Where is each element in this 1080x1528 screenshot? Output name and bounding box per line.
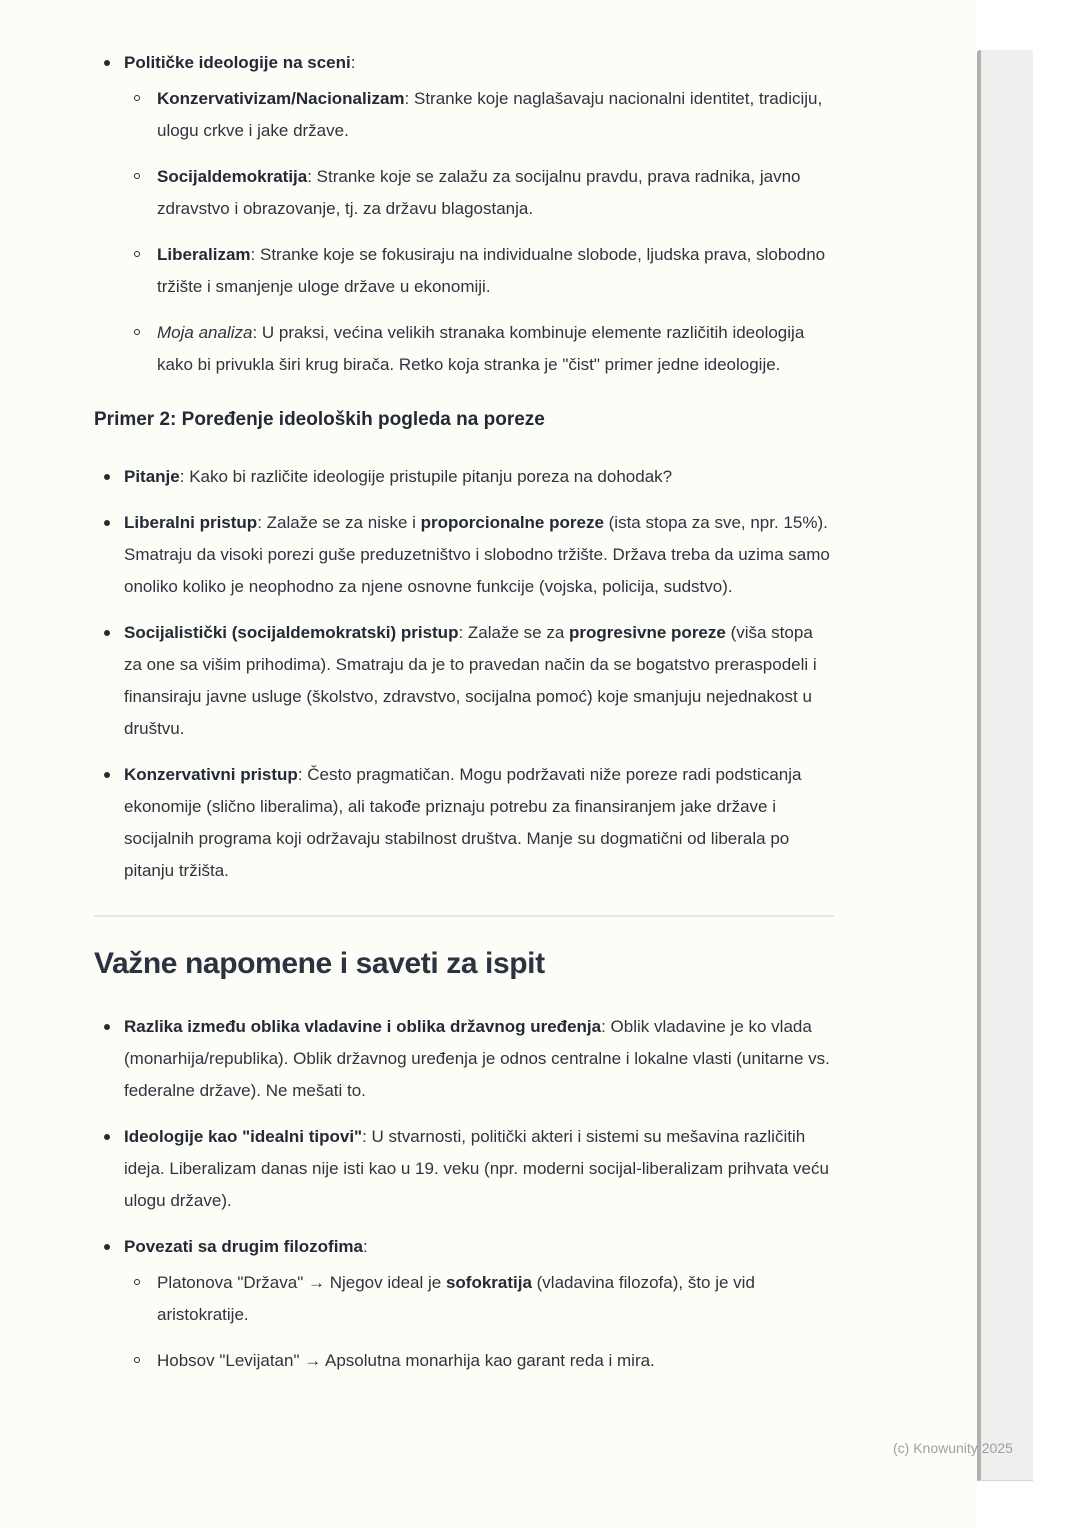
subsection-heading: Primer 2: Poređenje ideoloških pogleda na poreze <box>94 409 545 430</box>
bold-text-run: proporcionalne poreze <box>420 513 604 532</box>
sub-list-item <box>124 161 834 225</box>
text-run: : U praksi, većina velikih stranaka kombinuje elemente različitih ideologija kako bi privukla širi krug birača. Retko koja stranka je "čist" primer jedne ideologije. <box>157 323 805 374</box>
text-run: : Često pragmatičan. Mogu podržavati niže poreze radi podsticanja ekonomije (slično liberalima), ali takođe priznaju potrebu za finansiranjem jake države i socijalnih programa koji održavaju stabilnost društva. Manje su dogmatični od liberala po pitanju tržišta. <box>124 765 802 880</box>
section-heading: Važne napomene i saveti za ispit <box>94 947 545 980</box>
bold-text-run: Pitanje <box>124 467 180 486</box>
text-run: : <box>363 1237 368 1256</box>
bold-text-run: sofokratija <box>445 1273 532 1292</box>
sub-list <box>124 1267 834 1377</box>
list-item <box>94 1231 834 1377</box>
sub-list-item <box>124 83 834 147</box>
bold-text-run: Konzervativni pristup <box>124 765 298 784</box>
list-item <box>94 617 834 745</box>
text-run: : Zalaže se za <box>458 623 570 642</box>
text-run: Platonova "Država" → Njegov ideal je <box>157 1273 446 1292</box>
bold-text-run: progresivne poreze <box>569 623 726 642</box>
text-run: : Zalaže se za niske i <box>257 513 421 532</box>
list-item <box>94 1121 834 1217</box>
sub-list-item <box>124 1345 834 1377</box>
watermark: (c) Knowunity 2025 <box>893 1440 1013 1456</box>
text-run: : Kako bi različite ideologije pristupile pitanju poreza na dohodak? <box>179 467 673 486</box>
notes-content <box>94 47 834 1391</box>
bold-text-run: Povezati sa drugim filozofima <box>124 1237 363 1256</box>
sub-list-item <box>124 317 834 381</box>
bold-text-run: Političke ideologije na sceni <box>124 53 351 72</box>
bold-text-run: Liberalni pristup <box>124 513 258 532</box>
political-ideologies-list <box>94 47 834 381</box>
bold-text-run: Socijalistički (socijaldemokratski) pristup <box>124 623 459 642</box>
text-run: (viša stopa za one sa višim prihodima). Smatraju da je to pravedan način da se bogatstvo preraspodeli i finansiraju javne usluge (školstvo, zdravstvo, socijalna pomoć) koje smanjuju nejednakost u društvu. <box>124 623 817 738</box>
bold-text-run: Socijaldemokratija <box>157 167 308 186</box>
bold-text-run: Konzervativizam/Nacionalizam <box>157 89 405 108</box>
bold-text-run: Razlika između oblika vladavine i oblika državnog uređenja <box>124 1017 602 1036</box>
list-item <box>94 461 834 493</box>
list-item <box>94 507 834 603</box>
text-run: : <box>350 53 356 72</box>
next-page-edge[interactable] <box>977 50 1033 1481</box>
text-run: : Stranke koje naglašavaju nacionalni identitet, tradiciju, ulogu crkve i jake države. <box>157 89 823 140</box>
tax-views-comparison-list <box>94 461 834 887</box>
sub-list-item <box>124 1267 834 1331</box>
bold-text-run: Ideologije kao "idealni tipovi" <box>124 1127 363 1146</box>
section-divider <box>94 915 834 917</box>
text-run: Hobsov "Levijatan" → Apsolutna monarhija kao garant reda i mira. <box>157 1351 655 1370</box>
list-item <box>94 759 834 887</box>
list-item <box>94 1011 834 1107</box>
text-run: : Stranke koje se zalažu za socijalnu pravdu, prava radnika, javno zdravstvo i obrazovanje, tj. za državu blagostanja. <box>157 167 801 218</box>
text-run: : Stranke koje se fokusiraju na individualne slobode, ljudska prava, slobodno tržište i smanjenje uloge države u ekonomiji. <box>157 245 826 296</box>
sub-list-item <box>124 239 834 303</box>
exam-tips-list <box>94 1011 834 1377</box>
list-item <box>94 47 834 381</box>
bold-text-run: Liberalizam <box>157 245 251 264</box>
sub-list <box>124 83 834 381</box>
text-run: : U stvarnosti, politički akteri i sistemi su mešavina različitih ideja. Liberalizam danas nije isti kao u 19. veku (npr. moderni socijal-liberalizam prihvata veću ulogu države). <box>124 1127 829 1210</box>
text-run: (ista stopa za sve, npr. 15%). Smatraju da visoki porezi guše preduzetništvo i slobodno tržište. Država treba da uzima samo onoliko koliko je neophodno za njene osnovne funkcije (vojska, policija, sudstvo). <box>124 513 830 596</box>
text-run: (vladavina filozofa), što je vid aristokratije. <box>157 1273 755 1324</box>
text-run: : Oblik vladavine je ko vlada (monarhija/republika). Oblik državnog uređenja je odnos centralne i lokalne vlasti (unitarne vs. federalne države). Ne mešati to. <box>124 1017 830 1100</box>
italic-text-run: Moja analiza <box>157 323 253 342</box>
